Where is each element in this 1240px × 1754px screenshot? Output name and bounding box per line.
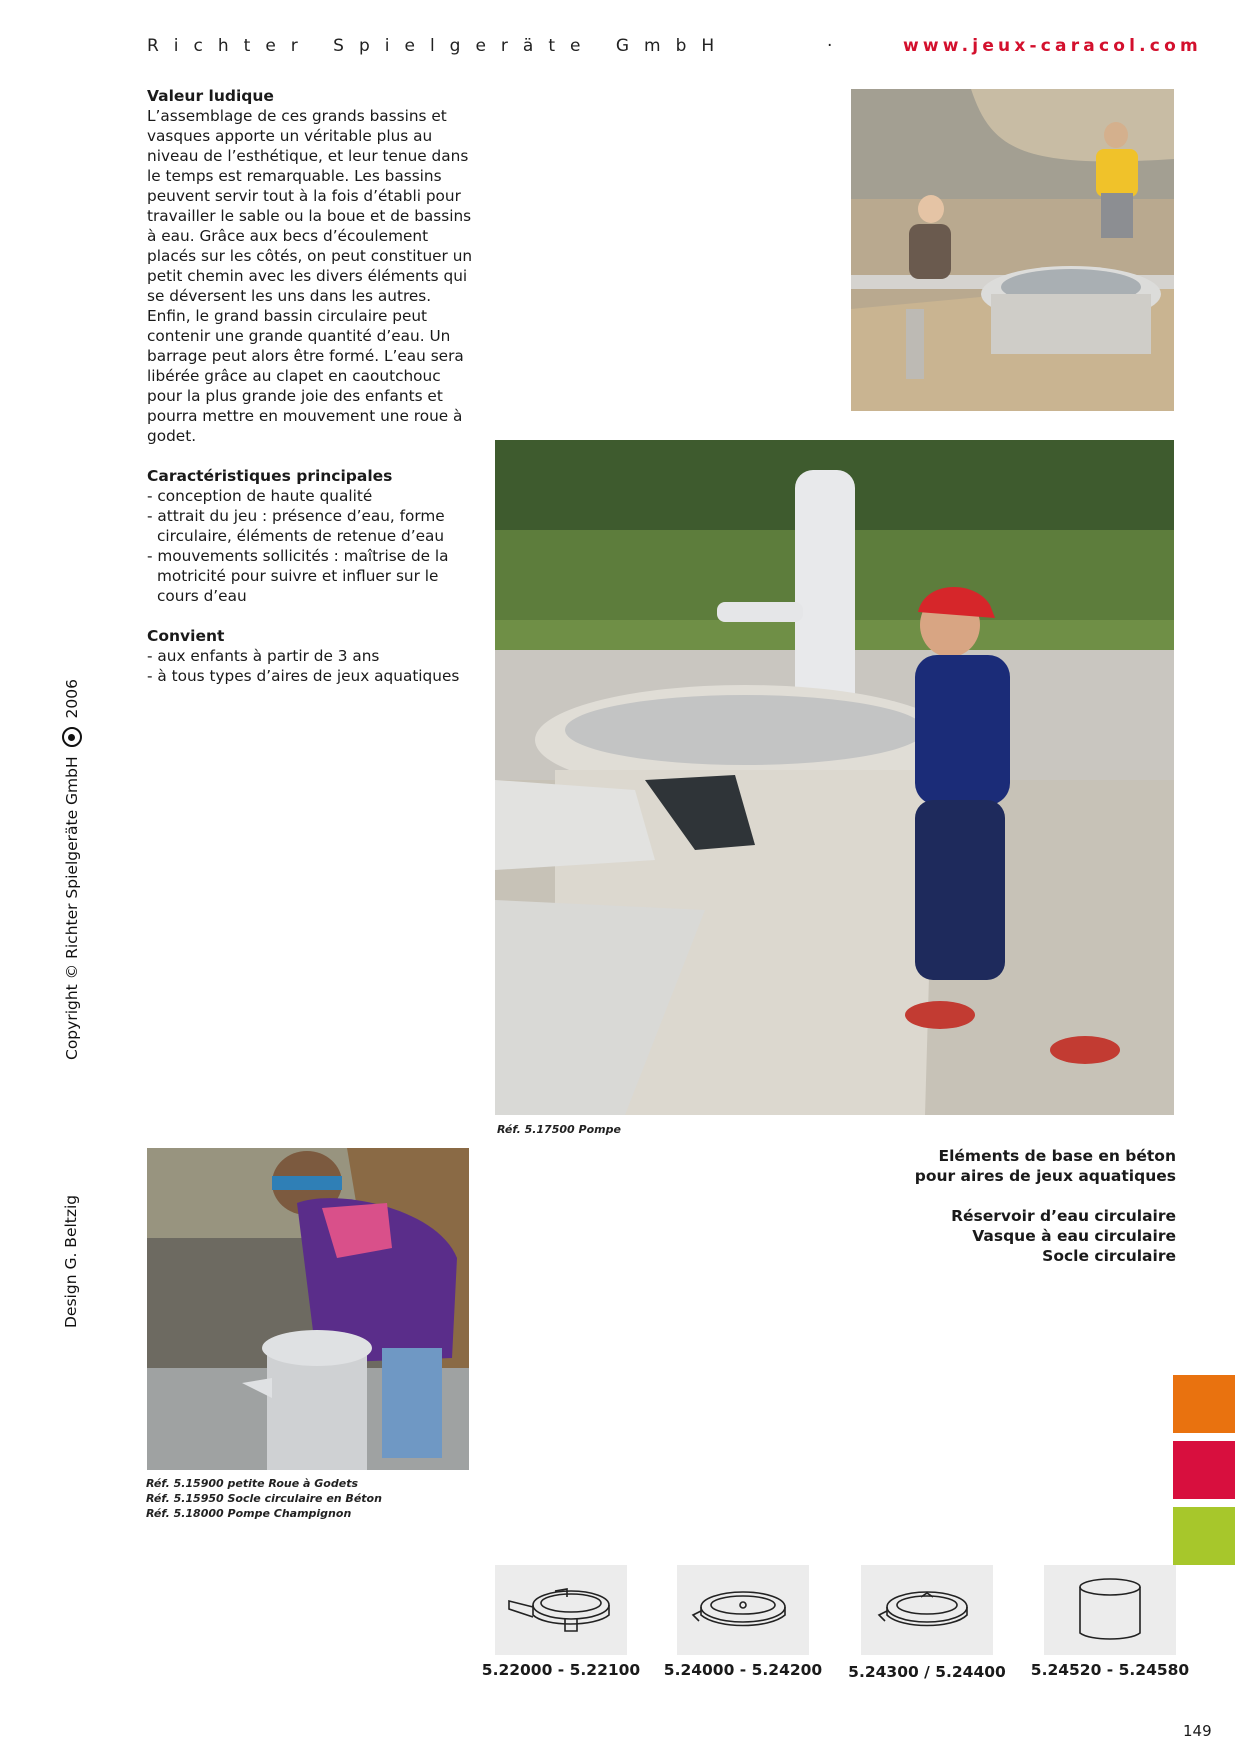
product-ref: 5.24000 - 5.24200 xyxy=(663,1661,823,1679)
product-thumb-4 xyxy=(1044,1565,1176,1655)
tab-orange xyxy=(1173,1375,1235,1433)
text-column xyxy=(147,86,477,686)
copyright-year: 2006 xyxy=(63,679,81,719)
caption-line: Réf. 5.15950 Socle circulaire en Béton xyxy=(146,1492,382,1505)
photo-boy-at-pump xyxy=(495,440,1174,1115)
convient-title: Convient xyxy=(147,627,225,645)
caption-small xyxy=(146,1476,382,1521)
photo-children-sand-basin xyxy=(851,89,1174,411)
header-separator: · xyxy=(827,36,833,56)
round-basin-icon xyxy=(677,1565,809,1655)
caption-line: Réf. 5.18000 Pompe Champignon xyxy=(146,1507,352,1520)
title-line: pour aires de jeux aquatiques xyxy=(914,1167,1176,1185)
tab-green xyxy=(1173,1507,1235,1565)
product-titles xyxy=(756,1146,1176,1266)
product-thumb-1 xyxy=(495,1565,627,1655)
title-line: Eléments de base en béton xyxy=(938,1147,1176,1165)
caption-main: Réf. 5.17500 Pompe xyxy=(497,1123,621,1136)
list-item: - attrait du jeu : présence d’eau, forme circulaire, éléments de retenue d’eau xyxy=(147,506,477,546)
copyright-text: Copyright © Richter Spielgeräte GmbH xyxy=(63,756,81,1060)
caracol-logo-icon xyxy=(62,727,82,747)
design-credit: Design G. Beltzig xyxy=(62,1194,80,1328)
list-item: - aux enfants à partir de 3 ans xyxy=(147,646,477,666)
cylinder-base-icon xyxy=(1044,1565,1176,1655)
photo-child-at-mushroom-pump xyxy=(147,1148,469,1470)
title-line: Vasque à eau circulaire xyxy=(972,1227,1176,1245)
carac-title: Caractéristiques principales xyxy=(147,467,393,485)
product-thumb-2 xyxy=(677,1565,809,1655)
carac-list xyxy=(147,486,477,606)
title-line: Réservoir d’eau circulaire xyxy=(951,1207,1176,1225)
valeur-body: L’assemblage de ces grands bassins et vasques apporte un véritable plus au niveau de l’esthétique, et leur tenue dans le temps est remarquable. Les bassins peuvent servir tout à la fois d’établi pour travailler le sable ou la boue et de bassins à eau. Grâce aux becs d’écoulement placés sur les côtés, on peut constituer un petit chemin avec les divers éléments qui se déversent les uns dans les autres. Enfin, le grand bassin circulaire peut contenir une grande quantité d’eau. Un barrage peut alors être formé. L’eau sera libérée grâce au clapet en caoutchouc pour la plus grande joie des enfants et pourra mettre en mouvement une roue à godet. xyxy=(147,107,473,445)
page-number: 149 xyxy=(1183,1722,1212,1740)
basin-with-spout-icon xyxy=(495,1565,627,1655)
caption-line: Réf. 5.15900 petite Roue à Godets xyxy=(146,1477,358,1490)
list-item: - mouvements sollicités : maîtrise de la motricité pour suivre et influer sur le cours d’eau xyxy=(147,546,477,606)
product-ref: 5.24520 - 5.24580 xyxy=(1030,1661,1190,1679)
list-item: - à tous types d’aires de jeux aquatiques xyxy=(147,666,477,686)
product-ref: 5.24300 / 5.24400 xyxy=(848,1663,1006,1681)
tab-red xyxy=(1173,1441,1235,1499)
product-thumb-3 xyxy=(861,1565,993,1655)
copyright-note xyxy=(62,679,82,1060)
header-url[interactable]: www.jeux-caracol.com xyxy=(903,36,1202,56)
list-item: - conception de haute qualité xyxy=(147,486,477,506)
round-bowl-icon xyxy=(861,1565,993,1655)
convient-list xyxy=(147,646,477,686)
product-ref: 5.22000 - 5.22100 xyxy=(481,1661,641,1679)
header-company: Richter Spielgeräte GmbH xyxy=(147,36,730,56)
valeur-title: Valeur ludique xyxy=(147,87,274,105)
title-line: Socle circulaire xyxy=(1042,1247,1176,1265)
